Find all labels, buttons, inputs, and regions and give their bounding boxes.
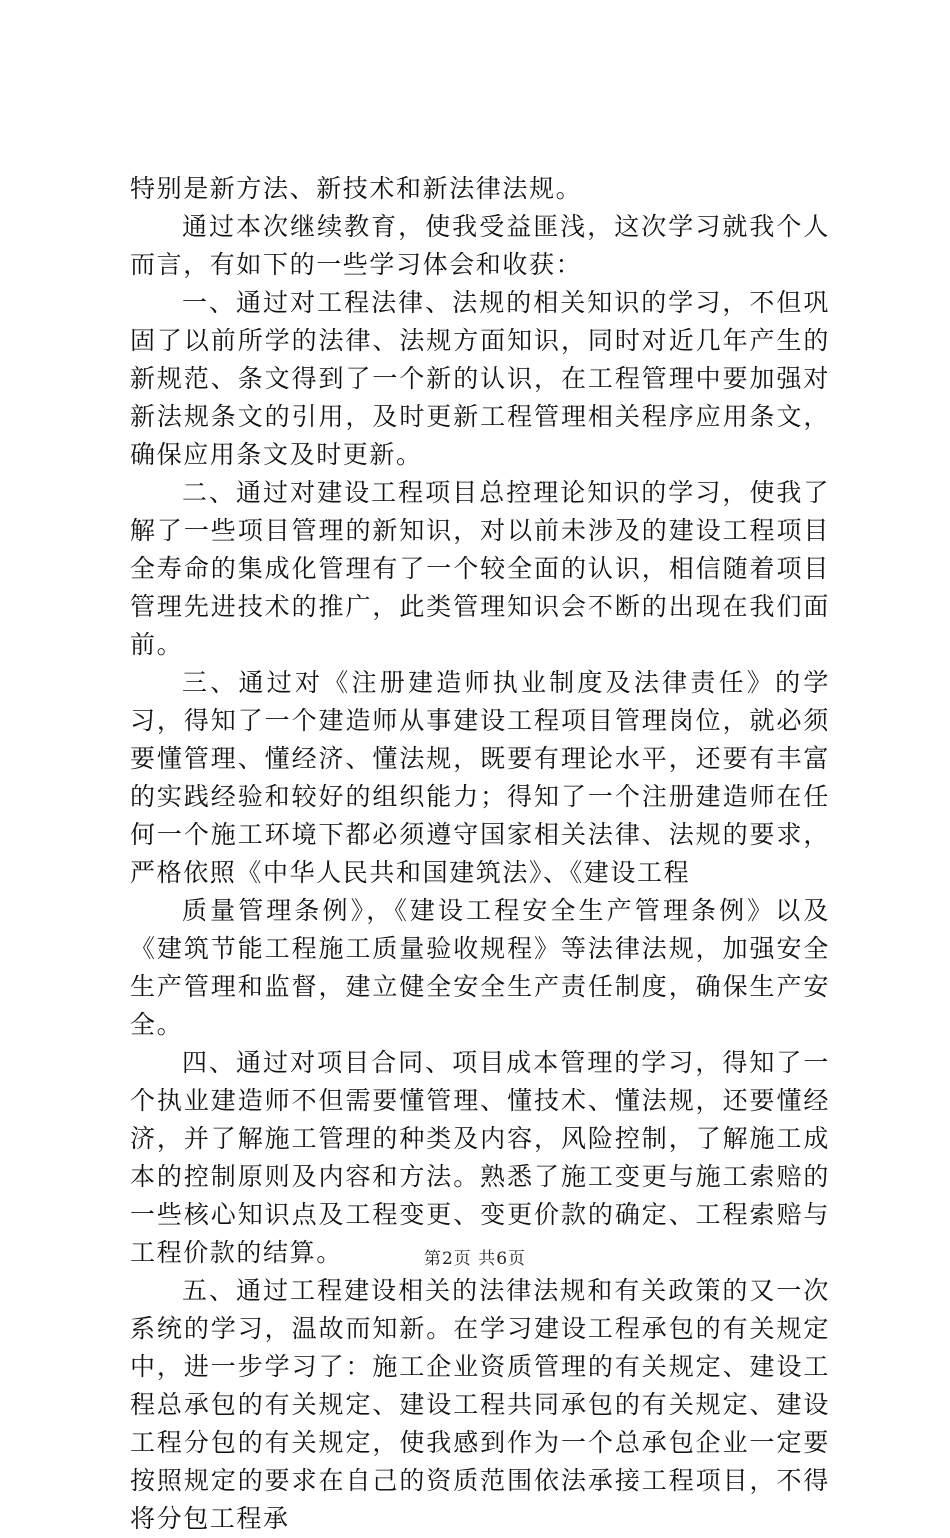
paragraph-3: 二、通过对建设工程项目总控理论知识的学习，使我了解了一些项目管理的新知识，对以前未涉及的建设工程项目全寿命的集成化管理有了一个较全面的认识，相信随着项目管理先进技术的推广，此类管理知识会不断的出现在我们面前。	[130, 478, 830, 659]
paragraph-6: 四、通过对项目合同、项目成本管理的学习，得知了一个执业建造师不但需要懂管理、懂技术、懂法规，还要懂经济，并了解施工管理的种类及内容，风险控制，了解施工成本的控制原则及内容和方法。熟悉了施工变更与施工索赔的一些核心知识点及工程变更、变更价款的确定、工程索赔与工程价款的结算。	[130, 1048, 830, 1267]
paragraph-0: 特别是新方法、新技术和新法律法规。	[130, 174, 583, 203]
paragraph-4: 三、通过对《注册建造师执业制度及法律责任》的学习，得知了一个建造师从事建设工程项目管理岗位，就必须要懂管理、懂经济、懂法规，既要有理论水平，还要有丰富的实践经验和较好的组织能力；得知了一个注册建造师在任何一个施工环境下都必须遵守国家相关法律、法规的要求，严格依照《中华人民共和国建筑法》、《建设工程	[130, 668, 830, 887]
page-number: 第2页 共6页	[423, 1249, 527, 1269]
document-body	[130, 170, 830, 1538]
paragraph-5: 质量管理条例》，《建设工程安全生产管理条例》以及《建筑节能工程施工质量验收规程》等法律法规，加强安全生产管理和监督，建立健全安全生产责任制度，确保生产安全。	[130, 896, 830, 1039]
paragraph-7: 五、通过工程建设相关的法律法规和有关政策的又一次系统的学习，温故而知新。在学习建设工程承包的有关规定中，进一步学习了：施工企业资质管理的有关规定、建设工程总承包的有关规定、建设工程共同承包的有关规定、建设工程分包的有关规定，使我感到作为一个总承包企业一定要按照规定的要求在自己的资质范围依法承接工程项目，不得将分包工程承	[130, 1276, 830, 1533]
paragraph-2: 一、通过对工程法律、法规的相关知识的学习，不但巩固了以前所学的法律、法规方面知识，同时对近几年产生的新规范、条文得到了一个新的认识，在工程管理中要加强对新法规条文的引用，及时更新工程管理相关程序应用条文，确保应用条文及时更新。	[130, 288, 830, 469]
paragraph-1: 通过本次继续教育，使我受益匪浅，这次学习就我个人而言，有如下的一些学习体会和收获：	[130, 212, 830, 279]
